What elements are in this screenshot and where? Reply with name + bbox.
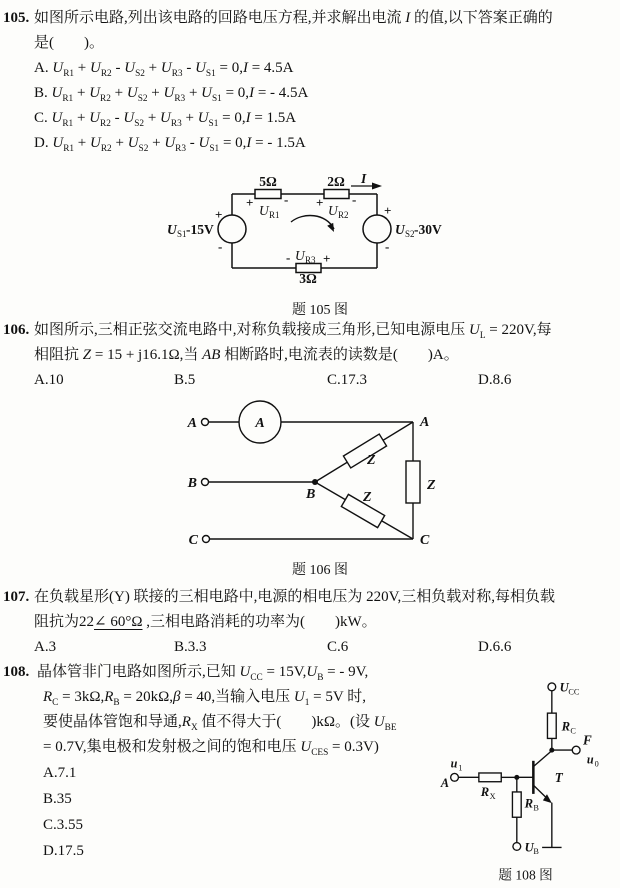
question-108-option-c: C.3.55 — [43, 817, 84, 833]
question-107-number: 107. — [3, 589, 30, 605]
us1-plus-sign: + — [215, 207, 223, 222]
terminal-a — [202, 419, 209, 426]
question-108 — [3, 660, 618, 888]
rc-base: R — [561, 719, 570, 734]
collector-node-dot — [549, 748, 554, 753]
rc-label — [561, 720, 577, 736]
ucc-sub: CC — [568, 687, 580, 697]
rx-sub: X — [489, 791, 496, 801]
circuit-105-svg — [3, 156, 620, 318]
us1-sub: S1 — [177, 229, 187, 239]
question-105 — [3, 6, 618, 318]
ub-sub: B — [533, 847, 539, 857]
transistor-t-label: T — [554, 770, 563, 786]
question-105-text-line1: 如图所示电路,列出该电路的回路电压方程,并求解出电流 I 的值,以下答案正确的 — [34, 10, 553, 26]
rx-label — [480, 785, 496, 801]
circuit-108-svg — [438, 656, 618, 888]
node-b-dot — [312, 479, 318, 485]
figure-106-caption: 题 106 图 — [292, 563, 348, 578]
ur2-base: U — [328, 203, 338, 218]
node-c-label: C — [420, 533, 430, 548]
circuit-106-svg — [3, 393, 620, 585]
terminal-b-label: B — [187, 476, 197, 491]
terminal-ub — [513, 843, 521, 851]
impedance-z-lower-label: Z — [363, 490, 372, 505]
ur3-sub: R3 — [305, 255, 316, 265]
rx-base: R — [480, 784, 490, 799]
ur3-label — [295, 248, 316, 265]
rb-label — [524, 797, 540, 813]
resistor-r3-value: 3Ω — [299, 271, 317, 286]
ucc-base: U — [559, 680, 569, 695]
question-107-option-a: A.3 — [34, 639, 57, 655]
resistor-rb — [512, 792, 521, 817]
terminal-c-label: C — [188, 533, 198, 548]
circuit-108-figure — [438, 656, 618, 888]
question-106-option-a: A.10 — [34, 372, 64, 388]
question-106-option-c: C.17.3 — [327, 372, 368, 388]
us2-base: U — [395, 222, 405, 237]
question-105-option-d: D. $U_{R1} + U_{R2} + U_{S2} + U_{R3} - U_{S1} = 0,I$ = - 1.5A — [34, 135, 306, 154]
question-108-option-a: A.7.1 — [43, 765, 77, 781]
circuit-106-figure — [3, 393, 618, 585]
question-106-options — [3, 368, 618, 393]
question-105-number: 105. — [3, 10, 30, 26]
question-107-text-line2: 阻抗为22∠ 60°Ω ,三相电路消耗的功率为( )kW。 — [34, 614, 377, 630]
resistor-r1-value: 5Ω — [259, 174, 277, 189]
question-105-option-c: C. $U_{R1} + U_{R2} - U_{S2} + U_{R3} + U_{S1} = 0,I = 1.5A$ — [34, 110, 297, 129]
question-108-text-line4: = 0.7V,集电极和发射极之间的饱和电压 $U_{CES} = 0.3V$) — [43, 739, 379, 758]
us1-base: U — [167, 222, 177, 237]
us2-label — [395, 222, 442, 239]
us2-sub: S2 — [405, 229, 415, 239]
r2-plus-sign: + — [316, 195, 324, 210]
ur1-label — [259, 203, 280, 220]
question-108-number: 108. — [3, 664, 30, 680]
r3-minus-sign: - — [286, 250, 291, 265]
node-a-label: A — [420, 415, 430, 430]
u1-label — [451, 757, 463, 773]
terminal-a-label: A — [187, 416, 197, 431]
ur1-base: U — [259, 203, 269, 218]
base-node-dot — [514, 775, 519, 780]
question-106-text-line2: 相阻抗 Z = 15 + j16.1Ω,当 AB 相断路时,电流表的读数是( )A。 — [34, 347, 459, 363]
r1-plus-sign: + — [246, 195, 254, 210]
us2-value: -30V — [414, 222, 442, 237]
rb-sub: B — [533, 803, 539, 813]
loop-arrowhead-icon — [327, 223, 334, 232]
ur2-label — [328, 203, 349, 220]
impedance-z-upper-label: Z — [367, 453, 376, 468]
u1-base: u — [450, 756, 458, 771]
circuit-105-figure — [3, 156, 618, 318]
question-108-option-d: D.17.5 — [43, 843, 84, 859]
circuit-106-wires — [202, 401, 421, 543]
terminal-c — [203, 536, 210, 543]
terminal-b — [202, 479, 209, 486]
node-b-label: B — [306, 487, 316, 502]
question-105-head — [3, 6, 618, 31]
question-105-option-b: B. $U_{R1} + U_{R2} + U_{S2} + U_{R3} + U_{S1} = 0,I$ = - 4.5A — [34, 85, 309, 104]
resistor-r2 — [324, 190, 349, 199]
ammeter-label: A — [255, 416, 265, 431]
us2-minus-sign: - — [385, 239, 390, 254]
question-106-option-b: B.5 — [174, 372, 196, 388]
terminal-ucc — [548, 683, 556, 691]
impedance-z-right-label: Z — [427, 478, 436, 493]
question-107 — [3, 585, 618, 660]
a-input-label: A — [440, 776, 450, 791]
current-label: I — [361, 171, 367, 186]
question-108-head — [3, 660, 438, 685]
terminal-f — [572, 746, 580, 754]
question-106-head — [3, 318, 618, 343]
f-label: F — [582, 732, 592, 748]
us1-label — [167, 222, 214, 239]
question-106-text-line1: 如图所示,三相正弦交流电路中,对称负载接成三角形,已知电源电压 $U_L = 220V$,每 — [34, 322, 552, 341]
transistor-collector — [533, 751, 551, 767]
us2-plus-sign: + — [384, 203, 392, 218]
ur2-sub: R2 — [338, 210, 349, 220]
ub-label — [525, 840, 540, 856]
r1-minus-sign: - — [284, 192, 289, 207]
impedance-z-upper — [343, 434, 386, 468]
u0-base: u — [586, 752, 594, 767]
question-107-head — [3, 585, 618, 610]
r3-plus-sign: + — [323, 251, 331, 266]
question-108-option-b: B.35 — [43, 791, 72, 807]
us1-value: -15V — [186, 222, 214, 237]
question-107-text-line1: 在负载星形(Y) 联接的三相电路中,电源的相电压为 220V,三相负载对称,每相负载 — [34, 589, 555, 605]
ucc-label — [560, 681, 580, 697]
ub-base: U — [524, 840, 534, 855]
question-105-text-line2: 是( )。 — [34, 35, 104, 51]
question-106-number: 106. — [3, 322, 30, 338]
question-107-option-c: C.6 — [327, 639, 349, 655]
figure-105-caption: 题 105 图 — [292, 303, 348, 318]
circuit-108-wires — [451, 680, 580, 850]
question-105-option-a: A. $U_{R1} + U_{R2} - U_{S2} + U_{R3} - U_{S1} = 0,I = 4.5A$ — [34, 60, 294, 79]
rc-sub: C — [570, 726, 576, 736]
resistor-r1 — [255, 190, 281, 199]
u1-sub: 1 — [458, 763, 463, 773]
r2-minus-sign: - — [352, 192, 357, 207]
ur3-base: U — [295, 248, 305, 263]
question-108-text-block — [3, 660, 438, 864]
resistor-r2-value: 2Ω — [327, 174, 345, 189]
terminal-a-input — [451, 773, 459, 781]
current-arrowhead-icon — [372, 183, 382, 190]
question-108-text-line2: $R_C = 3k\Omega,R_B = 20k\Omega,\beta = 40$,当输入电压 $U_1 = 5V$ 时, — [43, 689, 366, 708]
us1-minus-sign: - — [218, 239, 223, 254]
question-107-option-b: B.3.3 — [174, 639, 207, 655]
u0-label — [587, 753, 599, 769]
impedance-z-right — [406, 461, 420, 503]
question-108-text-line1: 晶体管非门电路如图所示,已知 $U_{CC} = 15V,U_B$ = - 9V, — [37, 664, 369, 683]
question-108-text-line3: 要使晶体管饱和导通$,R_X$ 值不得大于( )kΩ。(设 $U_{BE}$ — [43, 714, 397, 733]
u0-sub: 0 — [594, 759, 599, 769]
question-106-option-d: D.8.6 — [478, 372, 512, 388]
resistor-rx — [479, 773, 501, 782]
figure-108-caption: 题 108 图 — [498, 867, 553, 883]
resistor-rc — [547, 713, 556, 738]
question-106 — [3, 318, 618, 585]
rb-base: R — [524, 796, 534, 811]
question-107-option-d: D.6.6 — [478, 639, 512, 655]
ur1-sub: R1 — [269, 210, 280, 220]
